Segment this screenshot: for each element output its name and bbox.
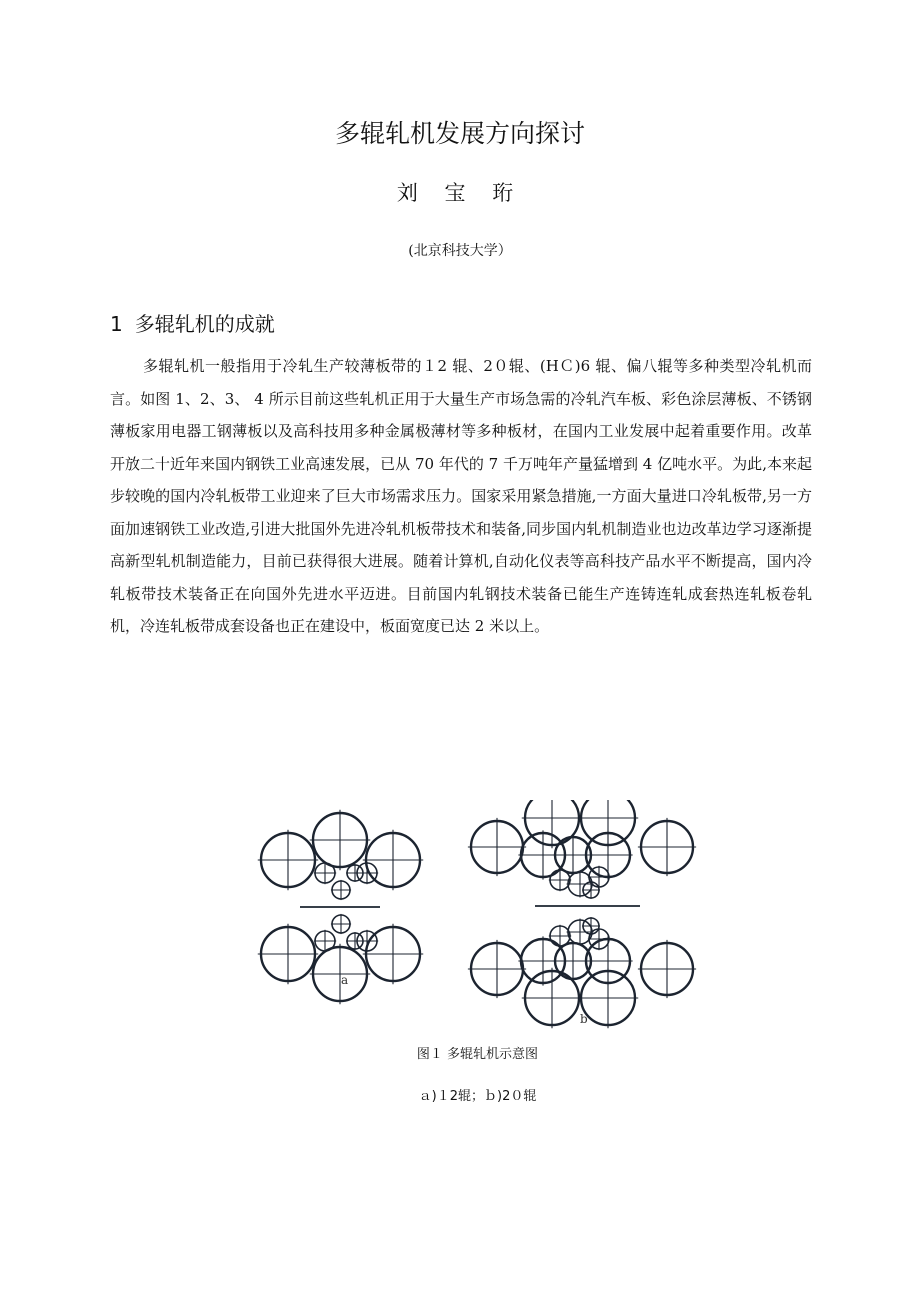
affiliation: (北京科技大学） [408,243,512,259]
roll-mill-figure [255,800,715,1030]
figure-label-b: b [580,1012,588,1026]
figure-b-20-roll [468,800,696,1028]
figure-caption: 图１ 多辊轧机示意图 [416,1047,539,1062]
section-title: 多辊轧机的成就 [134,312,275,336]
body-paragraph: 多辊轧机一般指用于冷轧生产较薄板带的１2 辊、2０辊、(HＣ)6 辊、偏八辊等多种类型冷轧机而言。如图 1、2、3、 4 所示目前这些轧机正用于大量生产市场急需的冷轧汽车板、彩色涂层薄板、不锈钢薄板家用电器工钢薄板以及高科技用多种金属极薄材等多种板材，在国内工业发展中起着重要作用。改革开放二十近年来国内钢铁工业高速发展，已从 70 年代的 7 千万吨年产量猛增到 4 亿吨水平。为此,本来起步较晚的国内冷轧板带工业迎来了巨大市场需求压力。国家采用紧急措施,一方面大量进口冷轧板带,另一方面加速钢铁工业改造,引进大批国外先进冷轧机板带技术和装备,同步国内轧机制造业也边改革边学习逐渐提高新型轧机制造能力，目前已获得很大进展。随着计算机,自动化仪表等高科技产品水平不断提高，国内冷轧板带技术装备正在向国外先进水平迈进。目前国内轧钢技术装备已能生产连铸连轧成套热连轧板卷轧机，冷连轧板带成套设备也正在建设中，板面宽度已达 2 米以上。 [110,357,812,635]
paper-title: 多辊轧机发展方向探讨 [334,119,585,148]
figure-subcaption: ａ)１2辊；ｂ)2０辊 [418,1089,537,1104]
section-number: 1 [110,312,123,336]
section-heading [110,308,275,337]
figure-label-a: a [341,973,349,987]
author-name: 刘 宝 珩 [396,181,524,205]
